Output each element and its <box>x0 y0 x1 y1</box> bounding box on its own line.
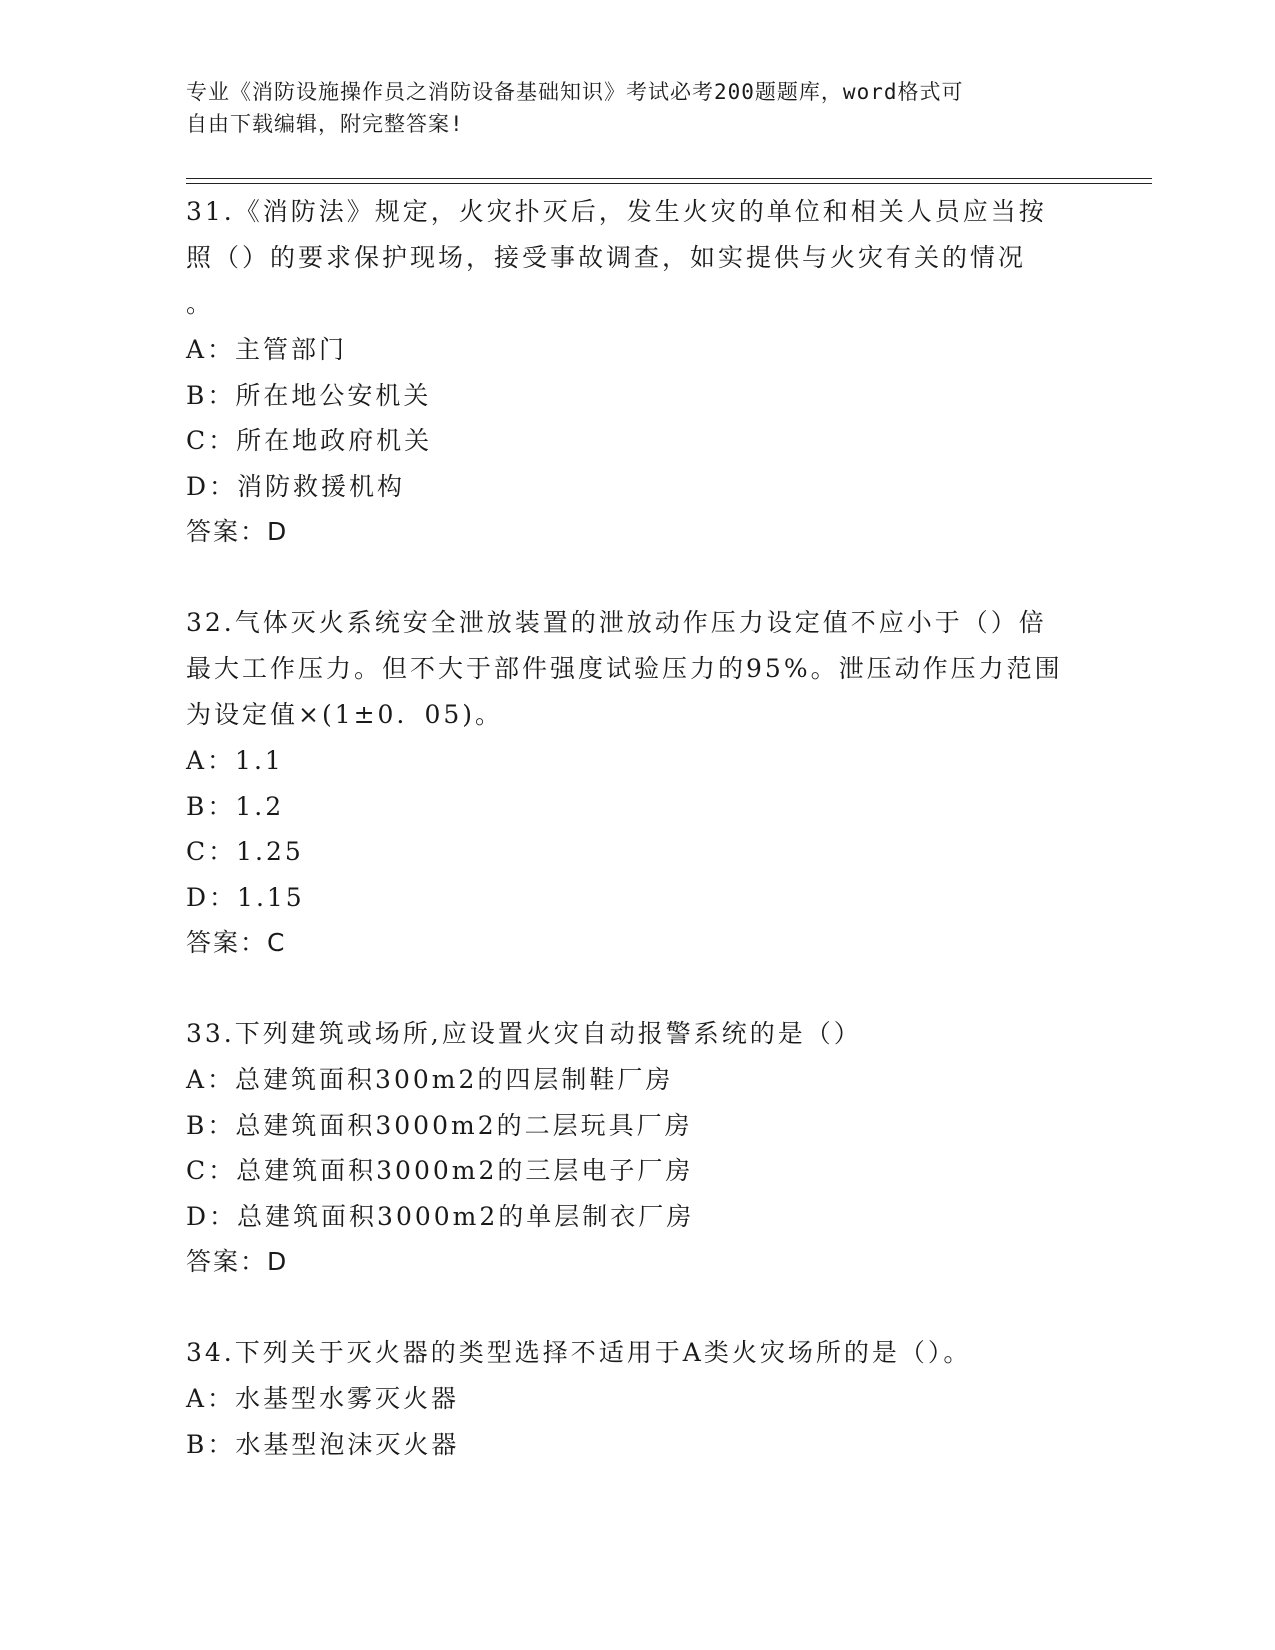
option-d: D：1.15 <box>186 882 305 912</box>
question-stem-line: 。 <box>186 289 215 318</box>
header-line-1: 专业《消防设施操作员之消防设备基础知识》考试必考200题题库，word格式可 <box>186 80 964 104</box>
answer: 答案：D <box>186 517 289 546</box>
option-c: C：1.25 <box>186 837 304 866</box>
header-divider-top <box>186 178 1152 179</box>
option-b: B：水基型泡沫灭火器 <box>186 1429 460 1459</box>
option-c: C：总建筑面积3000m2的三层电子厂房 <box>186 1156 694 1185</box>
header-line-2: 自由下载编辑，附完整答案! <box>186 112 464 136</box>
question-33 <box>186 1011 1086 1284</box>
question-31 <box>186 189 1086 554</box>
option-a: A：水基型水雾灭火器 <box>186 1384 460 1413</box>
question-stem-line: 34.下列关于灭火器的类型选择不适用于A类火灾场所的是（）。 <box>186 1338 972 1367</box>
option-d: D：总建筑面积3000m2的单层制衣厂房 <box>186 1201 695 1231</box>
answer: 答案：C <box>186 928 287 957</box>
question-stem-line: 31.《消防法》规定，火灾扑灭后，发生火灾的单位和相关人员应当按 <box>186 197 1047 226</box>
question-34 <box>186 1330 1086 1467</box>
option-c: C：所在地政府机关 <box>186 426 433 455</box>
question-stem-line: 33.下列建筑或场所,应设置火灾自动报警系统的是（） <box>186 1019 862 1048</box>
option-a: A：1.1 <box>186 746 284 775</box>
document-header <box>186 76 1066 140</box>
question-stem-line: 最大工作压力。但不大于部件强度试验压力的95%。泄压动作压力范围 <box>186 654 1063 683</box>
option-d: D：消防救援机构 <box>186 471 406 501</box>
answer: 答案：D <box>186 1247 289 1276</box>
question-stem-line: 照（）的要求保护现场，接受事故调查，如实提供与火灾有关的情况 <box>186 243 1027 272</box>
option-b: B：1.2 <box>186 791 285 821</box>
question-stem-line: 为设定值×(1±0．05)。 <box>186 700 504 729</box>
question-stem-line: 32.气体灭火系统安全泄放装置的泄放动作压力设定值不应小于（）倍 <box>186 608 1047 637</box>
option-a: A：主管部门 <box>186 335 348 364</box>
option-a: A：总建筑面积300m2的四层制鞋厂房 <box>186 1065 674 1094</box>
option-b: B：所在地公安机关 <box>186 380 432 410</box>
question-32 <box>186 600 1086 965</box>
option-b: B：总建筑面积3000m2的二层玩具厂房 <box>186 1110 693 1140</box>
header-divider-bottom <box>186 183 1152 184</box>
